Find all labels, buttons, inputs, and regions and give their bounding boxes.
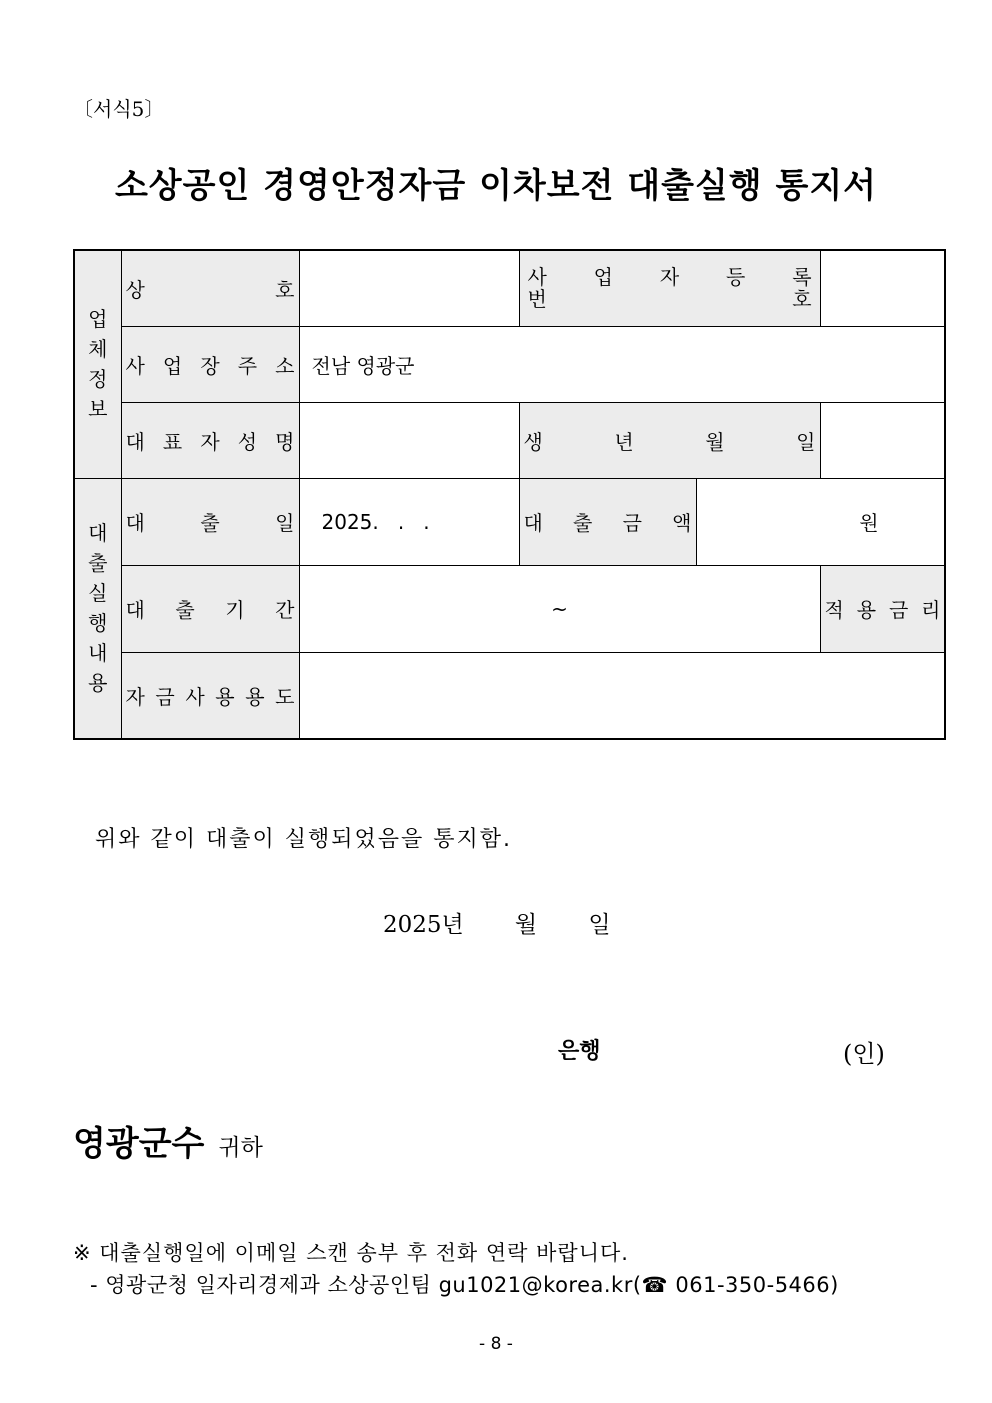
label-char: 업 bbox=[162, 353, 183, 378]
loan-date-field[interactable] bbox=[299, 478, 519, 565]
label-char: 표 bbox=[162, 429, 183, 454]
label-char: 용 bbox=[245, 684, 265, 709]
group-loan-label: 대출실행내용 bbox=[88, 521, 108, 696]
label-char: 장 bbox=[200, 353, 220, 378]
label-char: 액 bbox=[672, 511, 692, 535]
fund-usage-label bbox=[121, 652, 299, 739]
label-char: 대 bbox=[125, 511, 145, 535]
loan-amount-label bbox=[519, 478, 696, 565]
seal-mark: (인) bbox=[843, 1040, 885, 1068]
representative-field[interactable] bbox=[299, 402, 519, 478]
label-char: 일 bbox=[796, 429, 816, 454]
label-char: 사 bbox=[185, 684, 205, 709]
loan-period-field[interactable] bbox=[299, 565, 820, 652]
trade-name-label bbox=[121, 250, 299, 326]
label-char: 출 bbox=[200, 511, 220, 535]
birth-date-field[interactable] bbox=[820, 402, 945, 478]
label-char: 자 bbox=[659, 265, 680, 290]
label-char: 년 bbox=[614, 429, 634, 454]
group-company-label: 업체정보 bbox=[88, 307, 108, 422]
label-char: 록 bbox=[792, 265, 812, 290]
recipient-name: 영광군수 bbox=[73, 1124, 205, 1164]
label-char: 주 bbox=[237, 353, 258, 378]
label-char: 금 bbox=[888, 598, 909, 622]
loan-date-value: 2025. . . bbox=[321, 509, 430, 534]
note-line-1: ※ 대출실행일에 이메일 스캔 송부 후 전화 연락 바랍니다. bbox=[73, 1241, 629, 1265]
label-char: 금 bbox=[622, 511, 642, 535]
label-char: 적 bbox=[824, 598, 844, 622]
label-char: 사 bbox=[527, 265, 547, 290]
label-char: 리 bbox=[921, 598, 941, 622]
label-char: 대 bbox=[523, 511, 543, 535]
note-line-2: - 영광군청 일자리경제과 소상공인팀 gu1021@korea.kr(☎ 061-350-5466) bbox=[90, 1273, 839, 1297]
trade-name-label-a: 상 bbox=[125, 277, 145, 302]
loan-amount-field[interactable] bbox=[696, 478, 945, 565]
loan-date-label bbox=[121, 478, 299, 565]
label-char: 용 bbox=[856, 598, 877, 622]
bank-label: 은행 bbox=[558, 1039, 601, 1064]
label-char: 용 bbox=[215, 684, 235, 709]
group-loan-info bbox=[74, 478, 121, 739]
page-number: - 8 - bbox=[479, 1334, 513, 1354]
birth-date-label bbox=[519, 402, 820, 478]
loan-period-label bbox=[121, 565, 299, 652]
label-char: 대 bbox=[125, 429, 145, 454]
label-char: 사 bbox=[125, 353, 145, 378]
label-char: 출 bbox=[573, 511, 593, 535]
representative-label bbox=[121, 402, 299, 478]
recipient-suffix: 귀하 bbox=[218, 1135, 263, 1161]
label-char: 금 bbox=[155, 684, 175, 709]
label-char: 생 bbox=[523, 429, 543, 454]
business-reg-field[interactable] bbox=[820, 250, 945, 326]
label-char: 자 bbox=[125, 684, 145, 709]
recipient bbox=[73, 1116, 263, 1165]
trade-name-label-b: 호 bbox=[275, 277, 295, 302]
business-address-label bbox=[121, 326, 299, 402]
business-reg-label bbox=[519, 250, 820, 326]
label-char: 명 bbox=[275, 429, 295, 454]
issue-date: 2025년 월 일 bbox=[383, 912, 611, 938]
label-char: 자 bbox=[200, 429, 220, 454]
notice-statement: 위와 같이 대출이 실행되었음을 통지함. bbox=[95, 827, 512, 852]
label-char: 업 bbox=[593, 265, 613, 290]
business-address-field[interactable]: 전남 영광군 bbox=[299, 326, 945, 402]
fund-usage-field[interactable] bbox=[299, 652, 945, 739]
label-char: 등 bbox=[726, 265, 746, 290]
label-char: 소 bbox=[275, 353, 295, 378]
form-number: 〔서식5〕 bbox=[73, 97, 165, 121]
interest-rate-label bbox=[820, 565, 945, 652]
loan-amount-unit: 원 bbox=[859, 511, 879, 535]
document-title: 소상공인 경영안정자금 이차보전 대출실행 통지서 bbox=[114, 166, 878, 206]
group-company-info bbox=[74, 250, 121, 478]
label-char: 출 bbox=[175, 598, 195, 622]
loan-period-separator: ~ bbox=[551, 596, 568, 621]
label-char: 기 bbox=[225, 598, 245, 622]
label-char: 대 bbox=[125, 598, 145, 622]
label-char: 도 bbox=[275, 684, 295, 709]
notice-form-table bbox=[73, 249, 946, 740]
trade-name-field[interactable] bbox=[299, 250, 519, 326]
label-char: 성 bbox=[237, 429, 258, 454]
business-reg-label-a: 번 bbox=[527, 287, 547, 312]
label-char: 일 bbox=[275, 511, 295, 535]
business-reg-label-b: 호 bbox=[792, 287, 812, 312]
label-char: 간 bbox=[275, 598, 295, 622]
label-char: 월 bbox=[705, 429, 725, 454]
